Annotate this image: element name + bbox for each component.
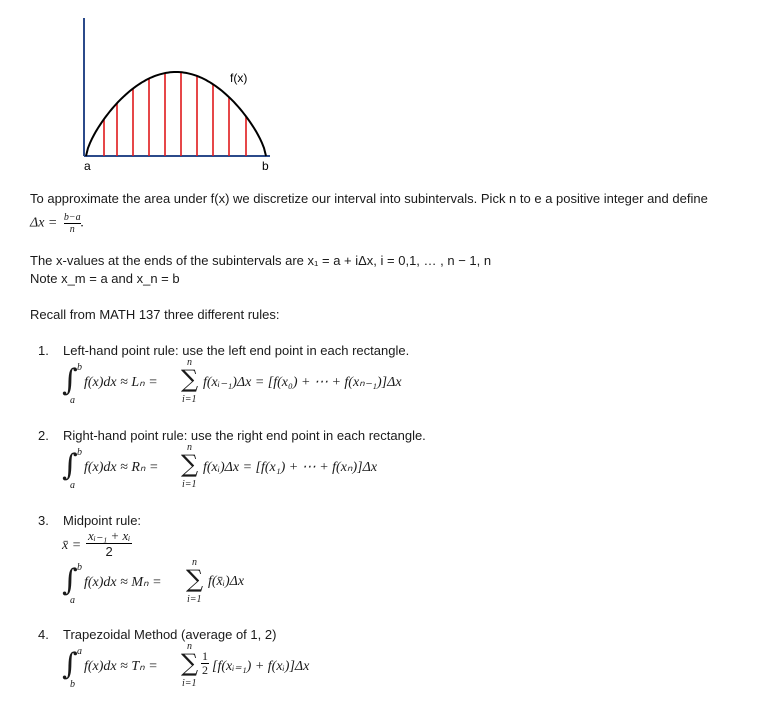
delta-x-def [30, 212, 84, 235]
rule1-sigma: ∑ [181, 365, 199, 393]
rule3-xbar: x̄ = [62, 538, 82, 553]
rule4-half-num: 1 [202, 649, 208, 663]
rule3-xbar-num: xᵢ₋₁ + xᵢ [88, 528, 131, 543]
rule1-title: Left-hand point rule: use the left end point in each rectangle. [63, 343, 410, 358]
rule3-integral-sign: ∫ [62, 563, 78, 598]
rule3-sum-bot: i=1 [187, 594, 202, 605]
rule3-number: 3. [38, 513, 49, 528]
intro-line1: To approximate the area under f(x) we discretize our interval into subintervals. Pick n to e a positive integer and define [30, 191, 708, 206]
a-label: a [84, 159, 91, 173]
rule3-sigma: ∑ [186, 565, 204, 593]
rule4-half-fraction [201, 650, 209, 677]
xvals-line2: Note x_m = a and x_n = b [30, 271, 180, 286]
xvals-line1: The x-values at the ends of the subintervals are x₁ = a + iΔx, i = 0,1, … , n − 1, n [30, 253, 492, 268]
rule1-rhs: f(xᵢ₋₁)Δx = [f(x₀) + ⋯ + f(xₙ₋₁)]Δx [203, 375, 402, 390]
rule1-integral-sign: ∫ [62, 363, 78, 398]
rule2-sum-bot: i=1 [182, 479, 197, 490]
rule4-upper: a [77, 646, 82, 657]
rule4-sum-bot: i=1 [182, 678, 197, 689]
rule4-rhs: [f(xᵢ₌₁) + f(xᵢ)]Δx [212, 659, 310, 674]
delta-x-num: b−a [63, 212, 81, 223]
rule4-title: Trapezoidal Method (average of 1, 2) [63, 627, 277, 642]
rule2-number: 2. [38, 428, 49, 443]
rule3-rhs: f(x̄ᵢ)Δx [208, 574, 245, 589]
rule4-half-den: 2 [202, 663, 208, 677]
rule4-sigma: ∑ [181, 649, 199, 677]
recall-text: Recall from MATH 137 three different rules: [30, 307, 280, 322]
rule3-upper: b [77, 562, 82, 573]
intro-text [30, 191, 708, 206]
rule3-lower: a [70, 595, 75, 606]
rule3-xbar-fraction [86, 528, 132, 559]
rule4-lower: b [70, 679, 75, 690]
rule4-number: 4. [38, 627, 49, 642]
area-graph [60, 10, 290, 180]
rule1-lower: a [70, 395, 75, 406]
fx-label: f(x) [230, 71, 248, 85]
rule4-lhs: f(x)dx ≈ Tₙ = [84, 659, 158, 674]
rule2-upper: b [77, 447, 82, 458]
riemann-rectangles [104, 72, 246, 156]
rule4-sum-top: n [187, 641, 192, 652]
rule2-rhs: f(xᵢ)Δx = [f(x₁) + ⋯ + f(xₙ)]Δx [203, 460, 378, 475]
rule4-integral-sign: ∫ [62, 647, 78, 682]
rule2-lhs: f(x)dx ≈ Rₙ = [84, 460, 159, 475]
rule3-sum-top: n [192, 557, 197, 568]
rule2-sum-top: n [187, 442, 192, 453]
b-label: b [262, 159, 269, 173]
rule3-xbar-den: 2 [105, 544, 113, 559]
delta-x-period: . [80, 215, 85, 231]
rule1-sum-top: n [187, 357, 192, 368]
rule1-number: 1. [38, 343, 49, 358]
rule2-title: Right-hand point rule: use the right end point in each rectangle. [63, 428, 426, 443]
rule3-title: Midpoint rule: [63, 513, 142, 528]
rule3-lhs: f(x)dx ≈ Mₙ = [84, 575, 162, 590]
rule2-lower: a [70, 480, 75, 491]
delta-x-den: n [69, 224, 75, 235]
rule1-upper: b [77, 362, 82, 373]
rule2-integral-sign: ∫ [62, 448, 78, 483]
rule1-lhs: f(x)dx ≈ Lₙ = [84, 375, 158, 390]
delta-x-label: Δx = [30, 215, 58, 231]
rule2-sigma: ∑ [181, 450, 199, 478]
rule1-sum-bot: i=1 [182, 394, 197, 405]
